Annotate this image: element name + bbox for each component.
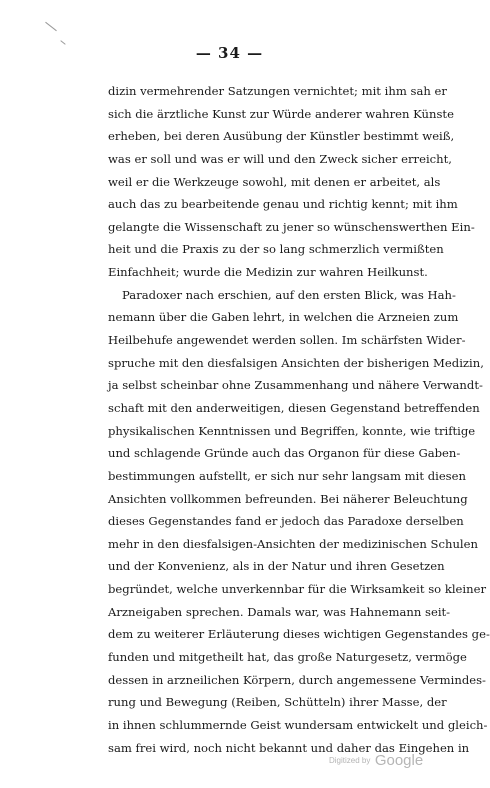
text-line: dem zu weiterer Erläuterung dieses wichtigen Gegenstandes ge- xyxy=(108,627,490,642)
google-logo: Google xyxy=(374,752,424,769)
text-line: weil er die Werkzeuge sowohl, mit denen er arbeitet, als xyxy=(108,174,441,189)
page-number: — 34 — xyxy=(195,44,264,62)
text-line: Paradoxer nach erschien, auf den ersten Blick, was Hah- xyxy=(122,287,456,302)
text-line: begründet, welche unverkennbar für die Wirksamkeit so kleiner xyxy=(108,582,486,597)
text-line: und schlagende Gründe auch das Organon für diese Gaben- xyxy=(108,446,461,461)
text-line: Einfachheit; wurde die Medizin zur wahren Heilkunst. xyxy=(108,265,428,280)
text-line: schaft mit den anderweitigen, diesen Gegenstand betreffenden xyxy=(108,400,480,415)
digitized-by-google-watermark xyxy=(329,752,423,770)
text-line: erheben, bei deren Ausübung der Künstler bestimmt weiß, xyxy=(108,129,455,144)
text-line: gelangte die Wissenschaft zu jener so wünschenswerthen Ein- xyxy=(108,219,475,234)
body-text xyxy=(108,80,490,759)
text-line: dizin vermehrender Satzungen vernichtet; mit ihm sah er xyxy=(108,84,447,98)
text-line: physikalischen Kenntnissen und Begriffen, konnte, wie triftige xyxy=(108,423,476,438)
text-line: dieses Gegenstandes fand er jedoch das Paradoxe derselben xyxy=(108,514,464,529)
text-line: mehr in den diesfalsigen-Ansichten der medizinischen Schulen xyxy=(108,536,478,551)
text-line: rung und Bewegung (Reiben, Schütteln) ihrer Masse, der xyxy=(108,695,447,710)
text-line: auch das zu bearbeitende genau und richtig kennt; mit ihm xyxy=(108,197,458,212)
text-line: in ihnen schlummernde Geist wundersam entwickelt und gleich- xyxy=(108,717,488,732)
text-line: Ansichten vollkommen befreunden. Bei näherer Beleuchtung xyxy=(108,491,468,506)
margin-pencil-mark xyxy=(45,22,57,31)
text-line: sich die ärztliche Kunst zur Würde anderer wahren Künste xyxy=(108,106,454,121)
text-line: funden und mitgetheilt hat, das große Naturgesetz, vermöge xyxy=(108,650,467,665)
text-line: und der Konvenienz, als in der Natur und ihren Gesetzen xyxy=(108,559,445,574)
text-line: heit und die Praxis zu der so lang schmerzlich vermißten xyxy=(108,242,444,257)
watermark-prefix: Digitized by xyxy=(329,756,371,765)
text-line: ja selbst scheinbar ohne Zusammenhang und nähere Verwandt- xyxy=(108,378,483,393)
text-line: was er soll und was er will und den Zweck sicher erreicht, xyxy=(108,151,452,166)
text-line: nemann über die Gaben lehrt, in welchen die Arzneien zum xyxy=(108,310,459,325)
text-line: Arzneigaben sprechen. Damals war, was Hahnemann seit- xyxy=(108,604,451,619)
text-line: spruche mit den diesfalsigen Ansichten der bisherigen Medizin, xyxy=(108,355,484,370)
text-line: Heilbehufe angewendet werden sollen. Im schärfsten Wider- xyxy=(108,333,466,348)
text-line: bestimmungen aufstellt, er sich nur sehr langsam mit diesen xyxy=(108,468,466,483)
text-line: dessen in arzneilichen Körpern, durch angemessene Vermindes- xyxy=(108,672,486,687)
text-line: sam frei wird, noch nicht bekannt und daher das Eingehen in xyxy=(108,740,470,755)
